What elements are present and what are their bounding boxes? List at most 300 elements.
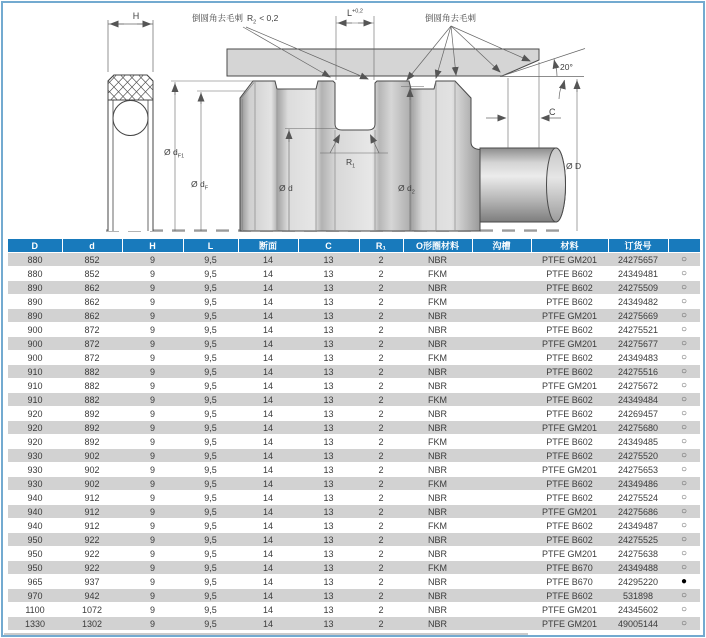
cell-R1: 2 [359,253,403,267]
col-header-C: C [298,239,359,253]
cell-H: 9 [122,617,183,631]
table-row [8,505,700,519]
dim-R1-label: R [346,157,353,167]
cell-order-no: 24269457 [608,407,668,421]
cell-section: 14 [238,281,298,295]
cell-D: 1330 [8,617,62,631]
cell-R1: 2 [359,295,403,309]
cell-C: 13 [298,477,359,491]
table-row [8,463,700,477]
cell-material: PTFE GM201 [531,463,608,477]
cell-oring-material: NBR [403,617,472,631]
cell-section: 14 [238,365,298,379]
cell-L: 9,5 [183,491,238,505]
cell-material: PTFE B602 [531,519,608,533]
cell-material: PTFE B602 [531,477,608,491]
availability-circle-icon: ○ [668,533,700,547]
table-row [8,407,700,421]
cell-H: 9 [122,547,183,561]
table-row [8,421,700,435]
page-bottom-shadow [4,633,528,636]
cell-H: 9 [122,575,183,589]
cell-groove [472,617,531,631]
table-row [8,617,700,631]
availability-circle-icon: ○ [668,267,700,281]
deburr-left-text: 倒圆角去毛刺 [192,13,244,23]
table-row [8,365,700,379]
cell-order-no: 24275521 [608,323,668,337]
cell-oring-material: NBR [403,323,472,337]
cell-material: PTFE B602 [531,267,608,281]
cell-order-no: 24275680 [608,421,668,435]
col-header-groove: 沟槽 [472,239,531,253]
cell-material: PTFE B602 [531,281,608,295]
cell-section: 14 [238,337,298,351]
cell-d: 862 [62,309,122,323]
cell-C: 13 [298,323,359,337]
cell-L: 9,5 [183,575,238,589]
cell-H: 9 [122,505,183,519]
cell-section: 14 [238,617,298,631]
cell-C: 13 [298,603,359,617]
cell-order-no: 531898 [608,589,668,603]
availability-circle-icon: ○ [668,421,700,435]
table-row [8,379,700,393]
cell-section: 14 [238,463,298,477]
cell-D: 930 [8,477,62,491]
cell-L: 9,5 [183,617,238,631]
cell-d: 912 [62,491,122,505]
dim-d-label: Ø d [279,183,293,193]
cell-d: 902 [62,449,122,463]
table-row [8,351,700,365]
cell-D: 880 [8,253,62,267]
cell-L: 9,5 [183,253,238,267]
cell-C: 13 [298,281,359,295]
availability-circle-icon: ○ [668,281,700,295]
cell-material: PTFE GM201 [531,547,608,561]
cell-R1: 2 [359,323,403,337]
cell-D: 890 [8,295,62,309]
cell-material: PTFE B602 [531,491,608,505]
cell-order-no: 24349481 [608,267,668,281]
cell-section: 14 [238,323,298,337]
cell-D: 940 [8,519,62,533]
cell-R1: 2 [359,575,403,589]
cell-L: 9,5 [183,477,238,491]
cell-C: 13 [298,561,359,575]
cell-C: 13 [298,449,359,463]
cell-d: 892 [62,435,122,449]
deburr-left-cond: < 0,2 [259,13,279,23]
cell-H: 9 [122,435,183,449]
cell-material: PTFE B602 [531,295,608,309]
cell-L: 9,5 [183,561,238,575]
rod [480,148,566,222]
svg-text:倒圆角去毛刺R2< 0,2 [192,13,279,26]
col-header-oring-material: O形圈材料 [403,239,472,253]
cell-material: PTFE B602 [531,351,608,365]
cell-H: 9 [122,393,183,407]
availability-circle-icon: ○ [668,309,700,323]
cell-material: PTFE B670 [531,561,608,575]
cell-order-no: 24275516 [608,365,668,379]
cell-L: 9,5 [183,449,238,463]
cell-material: PTFE B670 [531,575,608,589]
cell-groove [472,505,531,519]
dim-L-label: L [347,8,353,18]
availability-circle-icon: ○ [668,295,700,309]
cell-C: 13 [298,337,359,351]
dimension-table [8,239,700,631]
table-row [8,449,700,463]
cell-groove [472,491,531,505]
cell-section: 14 [238,351,298,365]
cell-R1: 2 [359,491,403,505]
cell-groove [472,253,531,267]
cell-order-no: 49005144 [608,617,668,631]
cell-L: 9,5 [183,463,238,477]
cell-groove [472,267,531,281]
cell-L: 9,5 [183,589,238,603]
cell-section: 14 [238,589,298,603]
cell-C: 13 [298,519,359,533]
cell-H: 9 [122,337,183,351]
cell-oring-material: NBR [403,337,472,351]
cell-R1: 2 [359,421,403,435]
availability-circle-icon: ○ [668,617,700,631]
cell-order-no: 24275638 [608,547,668,561]
cell-section: 14 [238,379,298,393]
availability-circle-icon: ○ [668,477,700,491]
cell-D: 890 [8,281,62,295]
col-header-material: 材料 [531,239,608,253]
cell-oring-material: NBR [403,309,472,323]
cell-d: 872 [62,351,122,365]
cell-L: 9,5 [183,603,238,617]
cell-order-no: 24295220 [608,575,668,589]
cell-H: 9 [122,491,183,505]
cell-groove [472,295,531,309]
cell-C: 13 [298,421,359,435]
cell-groove [472,379,531,393]
col-header-L: L [183,239,238,253]
table-row [8,281,700,295]
dim-H-label: H [132,11,140,21]
cell-material: PTFE GM201 [531,379,608,393]
cell-R1: 2 [359,337,403,351]
cell-C: 13 [298,435,359,449]
cell-d: 872 [62,337,122,351]
cell-H: 9 [122,295,183,309]
cell-D: 920 [8,421,62,435]
availability-circle-icon: ○ [668,435,700,449]
dim-dF1-label: Ø d [164,147,178,157]
table-row [8,393,700,407]
cell-L: 9,5 [183,519,238,533]
availability-circle-icon: ○ [668,253,700,267]
availability-circle-icon: ○ [668,365,700,379]
cell-section: 14 [238,407,298,421]
cell-order-no: 24349486 [608,477,668,491]
cell-R1: 2 [359,393,403,407]
cell-section: 14 [238,267,298,281]
cell-L: 9,5 [183,407,238,421]
cell-material: PTFE B602 [531,365,608,379]
cell-C: 13 [298,253,359,267]
table-row [8,547,700,561]
cell-section: 14 [238,295,298,309]
deburr-left-R-sub: 2 [253,19,257,26]
cell-groove [472,533,531,547]
cell-L: 9,5 [183,421,238,435]
cell-d: 902 [62,477,122,491]
cell-C: 13 [298,505,359,519]
cell-groove [472,449,531,463]
cell-order-no: 24349487 [608,519,668,533]
cell-section: 14 [238,309,298,323]
cell-C: 13 [298,533,359,547]
cell-material: PTFE GM201 [531,421,608,435]
cell-groove [472,561,531,575]
table-row [8,337,700,351]
cell-C: 13 [298,463,359,477]
cell-H: 9 [122,561,183,575]
cell-groove [472,519,531,533]
cell-D: 965 [8,575,62,589]
cell-groove [472,477,531,491]
cell-material: PTFE B602 [531,407,608,421]
cell-d: 922 [62,547,122,561]
cell-section: 14 [238,421,298,435]
col-header-R1: R₁ [359,239,403,253]
table-row [8,561,700,575]
cell-H: 9 [122,365,183,379]
cell-L: 9,5 [183,393,238,407]
availability-circle-icon: ○ [668,449,700,463]
cell-oring-material: NBR [403,575,472,589]
cell-groove [472,463,531,477]
cell-oring-material: FKM [403,477,472,491]
availability-circle-icon: ○ [668,505,700,519]
cell-order-no: 24275669 [608,309,668,323]
cell-order-no: 24345602 [608,603,668,617]
cell-section: 14 [238,435,298,449]
cell-D: 910 [8,393,62,407]
cell-groove [472,351,531,365]
cell-d: 922 [62,561,122,575]
seal-technical-drawing [0,0,706,235]
cell-d: 1302 [62,617,122,631]
cell-C: 13 [298,547,359,561]
cell-H: 9 [122,477,183,491]
cell-d: 912 [62,505,122,519]
angle-label: 20° [560,62,573,72]
cell-section: 14 [238,533,298,547]
cell-section: 14 [238,491,298,505]
cell-groove [472,421,531,435]
cell-L: 9,5 [183,267,238,281]
cell-oring-material: NBR [403,253,472,267]
cell-material: PTFE B602 [531,393,608,407]
cell-order-no: 24275509 [608,281,668,295]
cell-R1: 2 [359,379,403,393]
cell-section: 14 [238,505,298,519]
cell-D: 920 [8,407,62,421]
cell-L: 9,5 [183,505,238,519]
cell-material: PTFE B602 [531,435,608,449]
cell-oring-material: NBR [403,589,472,603]
table-row [8,589,700,603]
cell-H: 9 [122,519,183,533]
cell-oring-material: FKM [403,435,472,449]
cell-d: 892 [62,407,122,421]
cell-section: 14 [238,561,298,575]
cell-R1: 2 [359,351,403,365]
cell-oring-material: FKM [403,519,472,533]
cell-groove [472,337,531,351]
cell-H: 9 [122,463,183,477]
cell-D: 1100 [8,603,62,617]
cell-groove [472,589,531,603]
col-header-section: 断面 [238,239,298,253]
deburr-right-text: 倒圆角去毛刺 [425,13,477,23]
cell-order-no: 24275524 [608,491,668,505]
cell-d: 912 [62,519,122,533]
dim-D [566,79,581,231]
dim-d2-sub: 2 [411,189,415,196]
dim-dF [191,91,246,231]
cell-R1: 2 [359,519,403,533]
cell-R1: 2 [359,589,403,603]
cell-oring-material: NBR [403,449,472,463]
cell-material: PTFE B602 [531,323,608,337]
cell-d: 882 [62,365,122,379]
availability-circle-icon: ○ [668,351,700,365]
cell-section: 14 [238,253,298,267]
cell-H: 9 [122,421,183,435]
cell-groove [472,407,531,421]
cell-material: PTFE GM201 [531,309,608,323]
cell-groove [472,309,531,323]
availability-filled-icon: ● [668,575,700,589]
cell-D: 880 [8,267,62,281]
availability-circle-icon: ○ [668,393,700,407]
cell-H: 9 [122,407,183,421]
cell-section: 14 [238,449,298,463]
cell-section: 14 [238,575,298,589]
cell-R1: 2 [359,603,403,617]
cell-section: 14 [238,603,298,617]
dim-dF1-sub: F1 [177,153,185,160]
cell-D: 930 [8,449,62,463]
cell-L: 9,5 [183,337,238,351]
cell-R1: 2 [359,309,403,323]
cell-order-no: 24275686 [608,505,668,519]
availability-circle-icon: ○ [668,603,700,617]
cell-oring-material: NBR [403,603,472,617]
rod-end-face [547,148,566,222]
cell-L: 9,5 [183,435,238,449]
cell-order-no: 24275525 [608,533,668,547]
cell-order-no: 24349485 [608,435,668,449]
cell-H: 9 [122,533,183,547]
cell-L: 9,5 [183,533,238,547]
table-row [8,323,700,337]
cell-D: 900 [8,323,62,337]
cell-oring-material: NBR [403,547,472,561]
cell-L: 9,5 [183,547,238,561]
cell-D: 940 [8,505,62,519]
cell-C: 13 [298,351,359,365]
cell-R1: 2 [359,281,403,295]
cell-order-no: 24275520 [608,449,668,463]
cell-order-no: 24275677 [608,337,668,351]
dim-C-label: C [549,107,556,117]
cell-L: 9,5 [183,351,238,365]
cell-d: 882 [62,379,122,393]
cell-H: 9 [122,309,183,323]
table-row [8,267,700,281]
cell-R1: 2 [359,505,403,519]
col-header-D: D [8,239,62,253]
availability-circle-icon: ○ [668,561,700,575]
table-row [8,491,700,505]
cell-D: 970 [8,589,62,603]
cell-section: 14 [238,393,298,407]
cell-oring-material: NBR [403,407,472,421]
cell-d: 892 [62,421,122,435]
cell-D: 900 [8,337,62,351]
cell-C: 13 [298,589,359,603]
cell-C: 13 [298,575,359,589]
cell-L: 9,5 [183,309,238,323]
cell-R1: 2 [359,547,403,561]
cell-D: 950 [8,561,62,575]
cell-D: 910 [8,379,62,393]
cell-C: 13 [298,617,359,631]
cell-L: 9,5 [183,323,238,337]
availability-circle-icon: ○ [668,407,700,421]
cell-material: PTFE GM201 [531,505,608,519]
cell-d: 852 [62,267,122,281]
cell-groove [472,281,531,295]
cell-oring-material: NBR [403,365,472,379]
cell-groove [472,575,531,589]
cell-R1: 2 [359,365,403,379]
table-row [8,603,700,617]
cell-oring-material: NBR [403,379,472,393]
cell-L: 9,5 [183,281,238,295]
cell-C: 13 [298,393,359,407]
cell-oring-material: FKM [403,295,472,309]
cell-H: 9 [122,323,183,337]
o-ring [113,101,148,136]
cell-order-no: 24349488 [608,561,668,575]
cell-H: 9 [122,351,183,365]
cell-R1: 2 [359,449,403,463]
cell-d: 942 [62,589,122,603]
cell-d: 872 [62,323,122,337]
piston-body [240,81,480,231]
table-row [8,533,700,547]
cell-oring-material: FKM [403,393,472,407]
cell-C: 13 [298,365,359,379]
dim-D-label: Ø D [566,161,582,171]
table-row [8,435,700,449]
table-row [8,575,700,589]
cell-oring-material: FKM [403,267,472,281]
